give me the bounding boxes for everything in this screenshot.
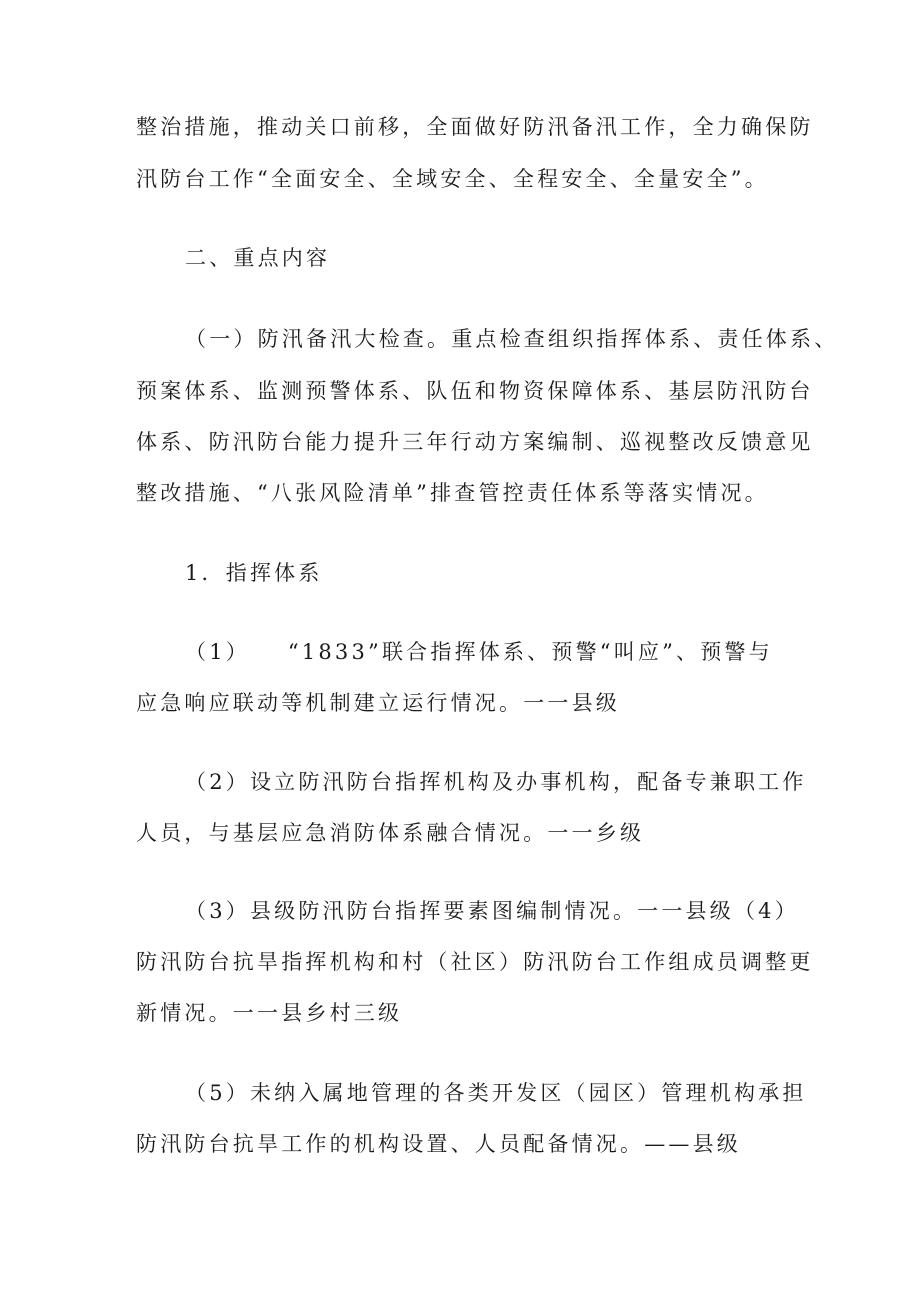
paragraph-line: 人员，与基层应急消防体系融合情况。一一乡级 bbox=[136, 821, 645, 845]
paragraph-line: 整改措施、“八张风险清单”排查管控责任体系等落实情况。 bbox=[136, 481, 769, 505]
paragraph-line: 防汛防台抗旱指挥机构和村（社区）防汛防台工作组成员调整更 bbox=[136, 950, 814, 974]
paragraph-line: 汛防台工作“全面安全、全域安全、全程安全、全量安全”。 bbox=[136, 167, 769, 191]
paragraph-line: （2）设立防汛防台指挥机构及办事机构，配备专兼职工作 bbox=[185, 770, 807, 794]
paragraph-line: 应急响应联动等机制建立运行情况。一一县级 bbox=[136, 691, 620, 715]
paragraph-line: （3）县级防汛防台指挥要素图编制情况。一一县级（4） bbox=[185, 899, 799, 923]
paragraph-line: 体系、防汛防台能力提升三年行动方案编制、巡视整改反馈意见 bbox=[136, 430, 814, 454]
section-heading: 二、重点内容 bbox=[185, 246, 331, 270]
paragraph-line: 整治措施，推动关口前移，全面做好防汛备汛工作，全力确保防 bbox=[136, 115, 814, 139]
paragraph-line: （一）防汛备汛大检查。重点检查组织指挥体系、责任体系、 bbox=[185, 327, 839, 351]
paragraph-line: （5）未纳入属地管理的各类开发区（园区）管理机构承担 bbox=[185, 1081, 807, 1105]
paragraph-line: （1） “1833”联合指挥体系、预警“叫应”、预警与 bbox=[185, 640, 773, 664]
paragraph-line: 防汛防台抗旱工作的机构设置、人员配备情况。——县级 bbox=[136, 1132, 741, 1156]
subsection-heading: 1．指挥体系 bbox=[185, 561, 323, 585]
paragraph-line: 新情况。一一县乡村三级 bbox=[136, 1001, 403, 1025]
paragraph-line: 预案体系、监测预警体系、队伍和物资保障体系、基层防汛防台 bbox=[136, 379, 814, 403]
